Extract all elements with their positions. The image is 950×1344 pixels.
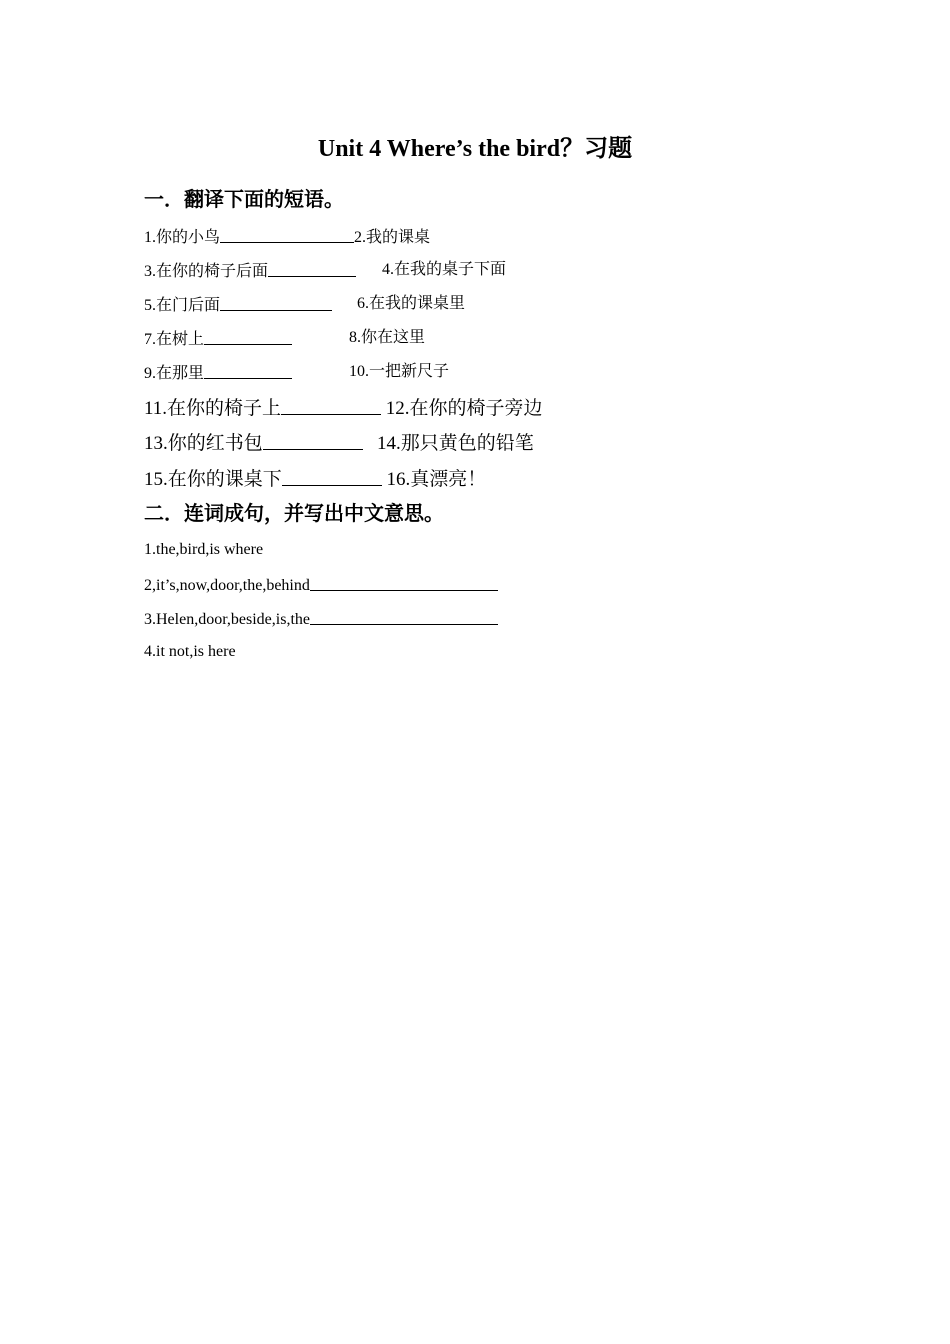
answer-blank-11[interactable] — [281, 395, 381, 415]
translation-row — [144, 429, 534, 457]
translation-row — [144, 394, 543, 422]
answer-blank-3[interactable] — [268, 260, 356, 277]
answer-blank-sentence-3[interactable] — [310, 608, 498, 625]
sentence-row — [144, 607, 498, 631]
phrase-5: 5.在门后面 — [144, 297, 221, 314]
section-1-heading: 一．翻译下面的短语。 — [144, 189, 344, 211]
phrase-6: 6.在我的课桌里 — [357, 295, 466, 312]
answer-blank-7[interactable] — [204, 328, 292, 345]
page-title: Unit 4 Where’s the bird？习题 — [317, 136, 633, 162]
sentence-3: 3.Helen,door,beside,is,the — [144, 611, 310, 628]
sentence-2: 2,it’s,now,door,the,behind — [144, 577, 310, 594]
phrase-12: 12.在你的椅子旁边 — [385, 398, 543, 419]
answer-blank-sentence-2[interactable] — [310, 574, 498, 591]
section-2-heading: 二．连词成句，并写出中文意思。 — [144, 503, 444, 525]
phrase-1: 1.你的小鸟 — [144, 229, 221, 246]
phrase-2: 2.我的课桌 — [354, 229, 431, 246]
phrase-7: 7.在树上 — [144, 331, 205, 348]
sentence-row — [144, 539, 263, 561]
answer-blank-5[interactable] — [220, 294, 332, 311]
translation-row — [144, 465, 486, 493]
phrase-9: 9.在那里 — [144, 365, 205, 382]
answer-blank-13[interactable] — [263, 430, 363, 450]
answer-blank-9[interactable] — [204, 362, 292, 379]
phrase-13: 13.你的红书包 — [144, 433, 263, 454]
sentence-row — [144, 641, 236, 663]
phrase-8: 8.你在这里 — [349, 329, 426, 346]
phrase-11: 11.在你的椅子上 — [144, 398, 282, 419]
phrase-10: 10.一把新尺子 — [349, 363, 450, 380]
answer-blank-1[interactable] — [220, 226, 354, 243]
sentence-row — [144, 573, 498, 597]
phrase-15: 15.在你的课桌下 — [144, 469, 282, 490]
phrase-3: 3.在你的椅子后面 — [144, 263, 269, 280]
translation-row — [144, 225, 430, 249]
phrase-16: 16.真漂亮！ — [386, 469, 487, 490]
sentence-4: 4.it not,is here — [144, 643, 236, 660]
phrase-14: 14.那只黄色的铅笔 — [377, 433, 534, 454]
answer-blank-15[interactable] — [282, 466, 382, 486]
phrase-4: 4.在我的桌子下面 — [382, 261, 507, 278]
sentence-1: 1.the,bird,is where — [144, 541, 264, 558]
